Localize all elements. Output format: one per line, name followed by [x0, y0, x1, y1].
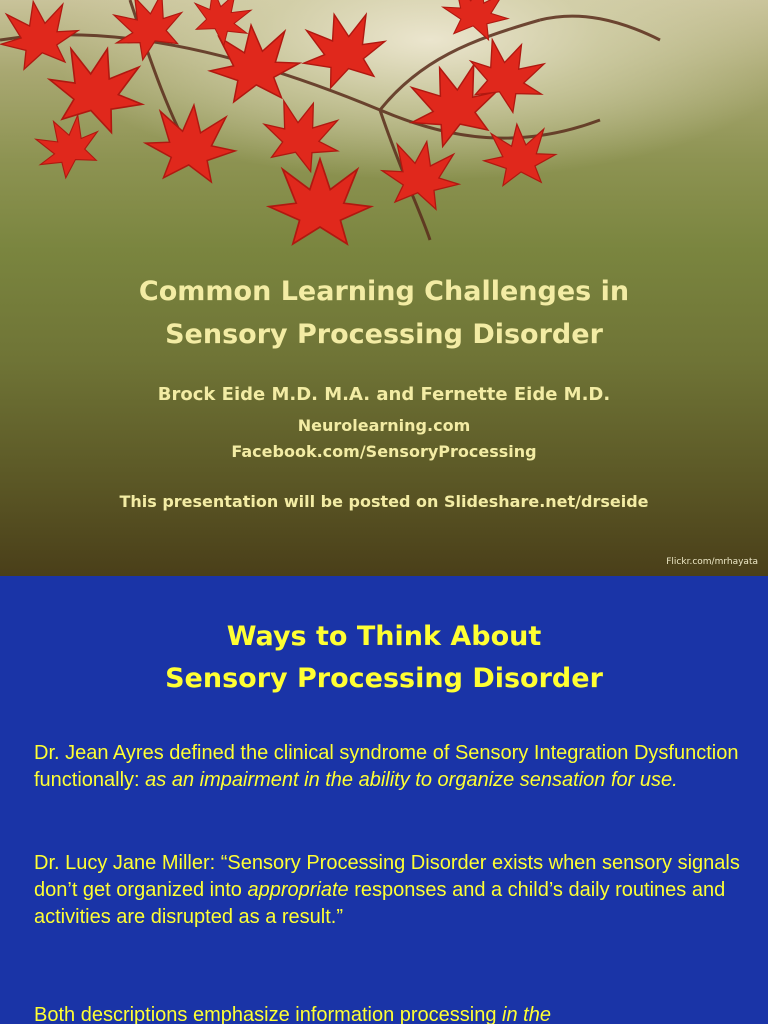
website-link[interactable]: Neurolearning.com: [297, 416, 471, 435]
slide-title: [0, 270, 768, 356]
heading-line-2: Sensory Processing Disorder: [165, 663, 603, 694]
ayres-paragraph: Dr. Jean Ayres defined the clinical syndrome of Sensory Integration Dysfunction functionally: as an impairment in the ability to organize sensation for use.: [34, 742, 739, 791]
summary-paragraph: Both descriptions emphasize information processing in the: [34, 1004, 551, 1024]
title-line-2: Sensory Processing Disorder: [165, 319, 603, 350]
content-slide: [0, 576, 768, 1024]
heading-line-1: Ways to Think About: [226, 621, 542, 652]
posted-note: This presentation will be posted on Slideshare.net/drseide: [119, 492, 649, 511]
slide-heading: [0, 616, 768, 700]
authors: Brock Eide M.D. M.A. and Fernette Eide M.D.: [157, 384, 611, 405]
miller-paragraph: Dr. Lucy Jane Miller: “Sensory Processing Disorder exists when sensory signals don’t get organized into appropriate responses and a child’s daily routines and activities are disrupted as a result.”: [34, 852, 740, 928]
title-line-1: Common Learning Challenges in: [138, 276, 630, 307]
maple-leaves-image: [0, 0, 768, 270]
photo-credit: Flickr.com/mrhayata: [666, 557, 758, 567]
facebook-link[interactable]: Facebook.com/SensoryProcessing: [231, 442, 537, 461]
